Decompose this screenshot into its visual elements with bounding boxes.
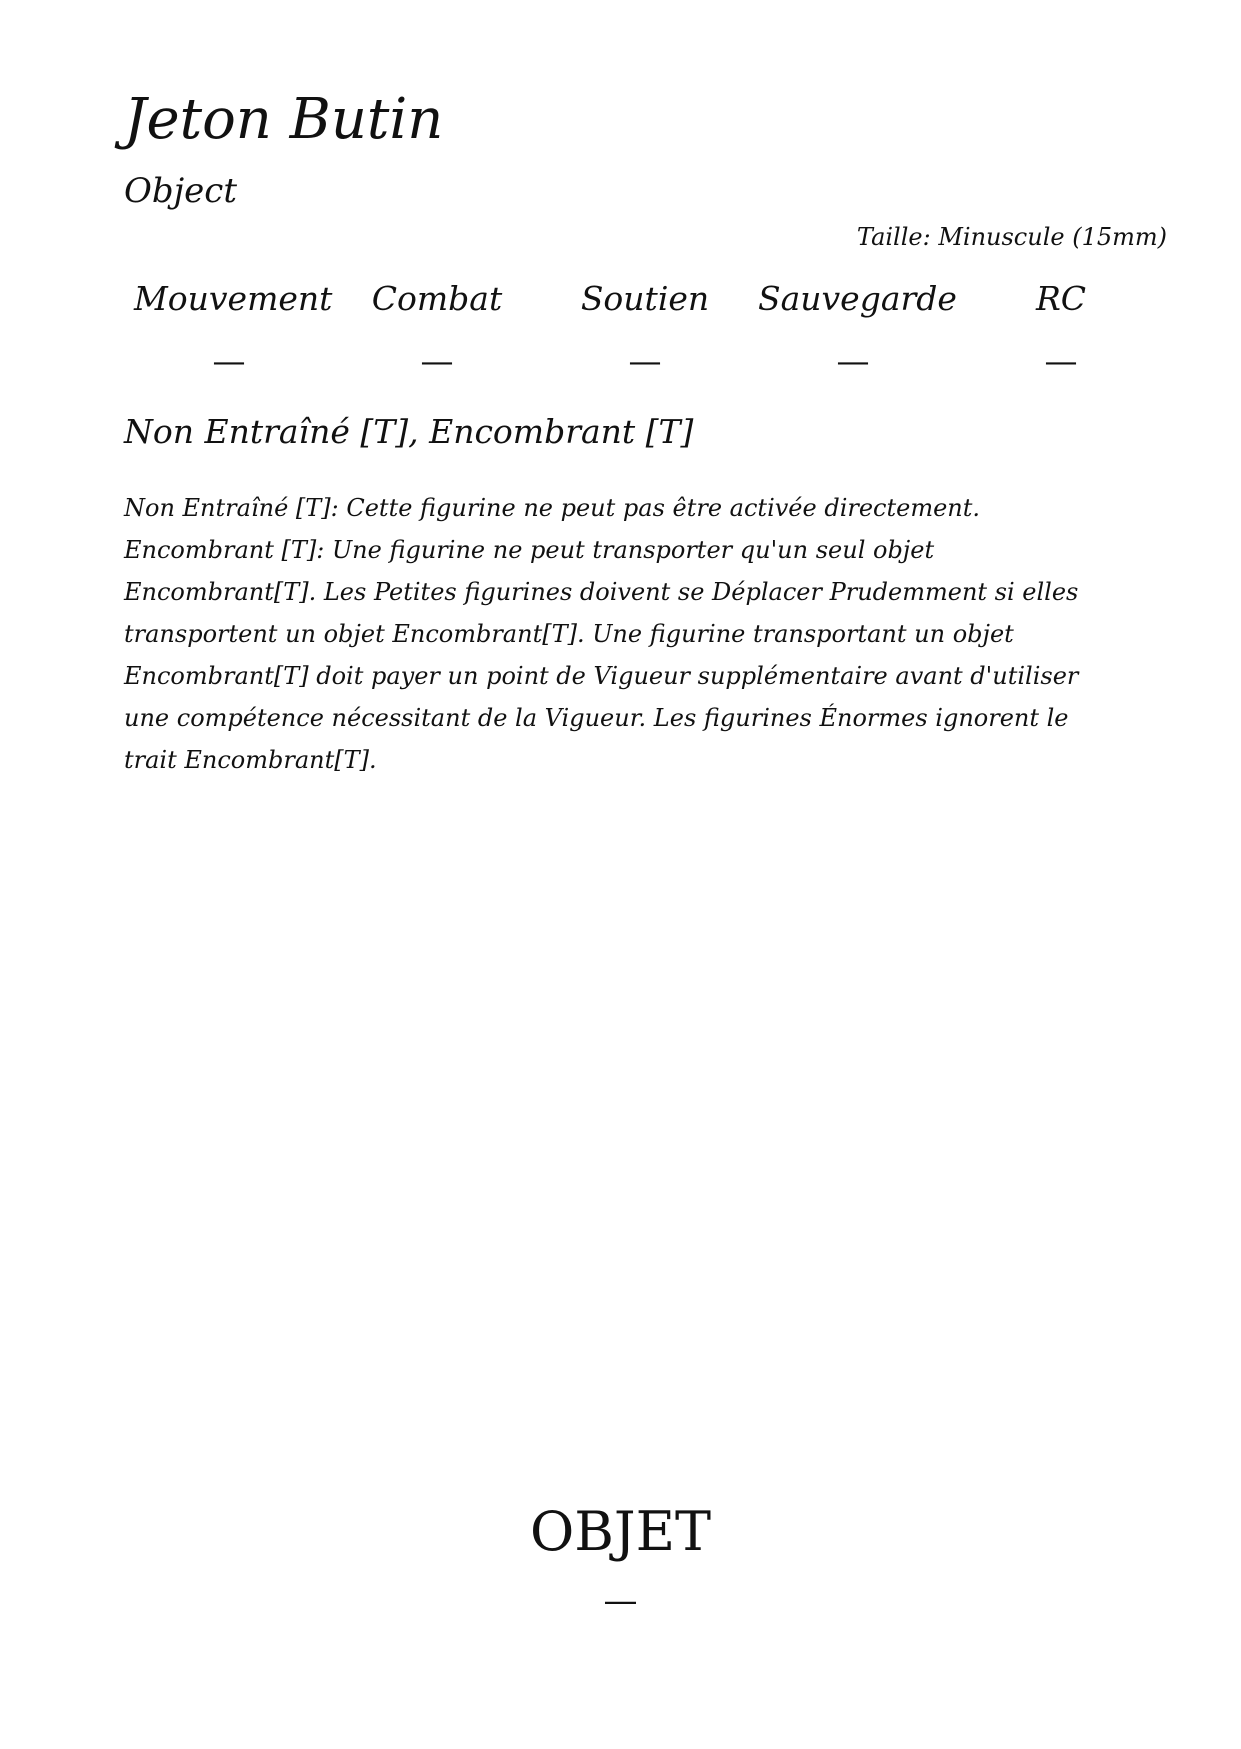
trait-name: Non Entraîné [T] : bbox=[124, 494, 346, 522]
card-title: Jeton Butin bbox=[124, 87, 444, 152]
trait-text: Cette figurine ne peut pas être activée directement. bbox=[346, 494, 981, 522]
stat-mouvement bbox=[134, 279, 333, 380]
stat-label: Soutien bbox=[580, 279, 710, 318]
stat-value: — bbox=[836, 341, 870, 380]
stat-value: — bbox=[628, 341, 662, 380]
trait-non-entraine bbox=[124, 487, 1124, 529]
card-subtitle: Object bbox=[124, 171, 238, 211]
stat-rc bbox=[966, 279, 1156, 380]
stat-label: Sauvegarde bbox=[758, 279, 957, 318]
type-label: OBJET bbox=[529, 1500, 712, 1563]
stat-label: Combat bbox=[371, 279, 503, 318]
stat-label: RC bbox=[1035, 279, 1087, 318]
stat-combat bbox=[342, 279, 532, 380]
traits-description bbox=[124, 487, 1124, 781]
size-label: Taille: Minuscule (15mm) bbox=[856, 223, 1167, 251]
trait-text: Une figurine ne peut transporter qu'un seul objet Encombrant[T]. Les Petites figurines doivent se Déplacer Prudemment si elles transportent un objet Encombrant[T]. Une figurine transportant un objet Encombrant[T] doit payer un point de Vigueur supplémentaire avant d'utiliser une compétence nécessitant de la Vigueur. Les figurines Énormes ignorent le trait Encombrant[T]. bbox=[124, 536, 1079, 774]
stat-value: — bbox=[212, 341, 246, 380]
stat-soutien bbox=[550, 279, 740, 380]
stat-value: — bbox=[420, 341, 454, 380]
trait-encombrant bbox=[124, 529, 1124, 781]
trait-name: Encombrant [T] : bbox=[124, 536, 332, 564]
traits-summary: Non Entraîné [T], Encombrant [T] bbox=[124, 412, 694, 451]
stat-value: — bbox=[1044, 341, 1078, 380]
stat-sauvegarde bbox=[758, 279, 957, 380]
type-value: — bbox=[603, 1581, 638, 1621]
stat-label: Mouvement bbox=[134, 279, 333, 318]
